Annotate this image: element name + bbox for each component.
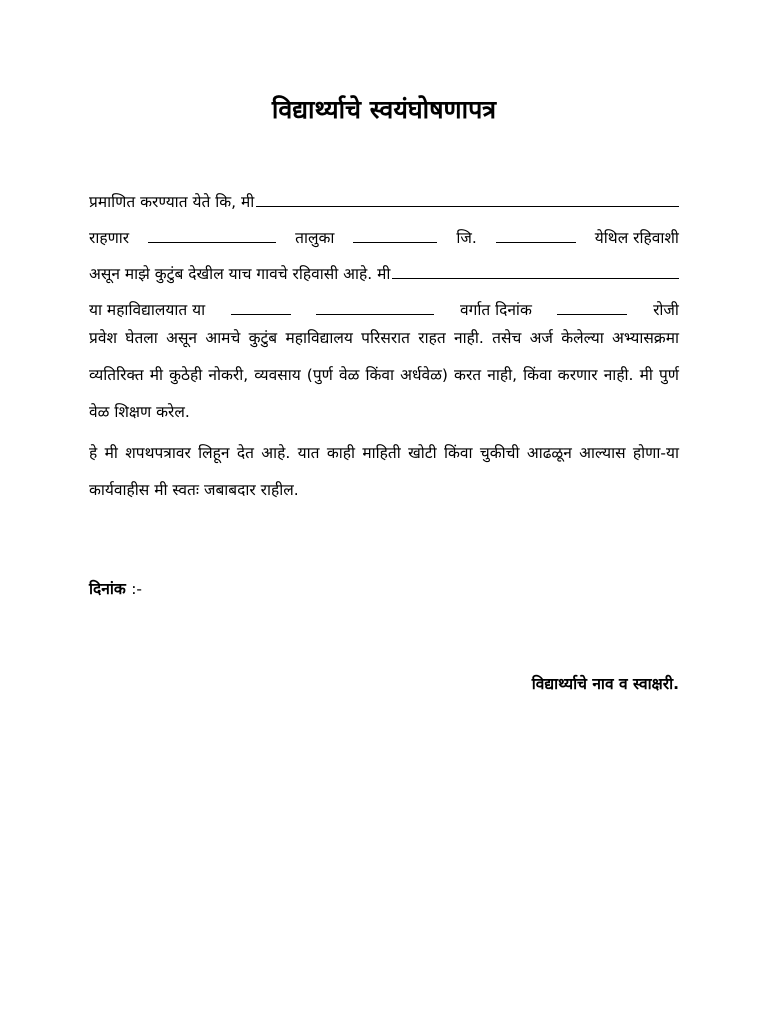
on-day-label: रोजी	[653, 301, 679, 319]
college-label: या महाविद्यालयात या	[89, 301, 206, 319]
declaration-paragraph-2: हे मी शपथपत्रावर लिहून देत आहे. यात काही माहिती खोटी किंवा चुकीची आढळून आल्यास होणा-या कार्यवाहीस मी स्वतः जबाबदार राहील.	[89, 444, 679, 499]
class-blank[interactable]	[316, 313, 434, 315]
resident-label: येथिल रहिवाशी	[594, 229, 679, 247]
admission-date-blank[interactable]	[557, 313, 627, 315]
student-name-blank[interactable]	[392, 277, 679, 279]
certify-text: प्रमाणित करण्यात येते कि, मी	[89, 193, 255, 211]
name-blank[interactable]	[256, 205, 679, 207]
document-title: विद्यार्थ्याचे स्वयंघोषणापत्र	[271, 95, 497, 124]
date-field	[89, 577, 142, 599]
signature-label: विद्यार्थ्याचे नाव व स्वाक्षरी.	[531, 675, 679, 693]
taluka-label: तालुका	[295, 229, 335, 247]
district-blank[interactable]	[496, 241, 576, 243]
declaration-body	[89, 176, 679, 509]
year-blank[interactable]	[231, 313, 291, 315]
family-text: असून माझे कुटुंब देखील याच गावचे रहिवासी आहे. मी	[89, 265, 391, 283]
district-label: जि.	[456, 229, 477, 247]
admission-line	[89, 284, 679, 320]
class-date-label: वर्गात दिनांक	[459, 301, 532, 319]
name-line	[89, 176, 679, 212]
village-blank[interactable]	[148, 241, 276, 243]
taluka-blank[interactable]	[353, 241, 437, 243]
residing-label: राहणार	[89, 229, 130, 247]
date-suffix: :-	[131, 580, 143, 598]
residence-line	[89, 212, 679, 248]
declaration-paragraph-1: प्रवेश घेतला असून आमचे कुटुंब महाविद्यालय परिसरात राहत नाही. तसेच अर्ज केलेल्या अभ्यासक्रमा व्यतिरिक्त मी कुठेही नोकरी, व्यवसाय (पुर्ण वेळ किंवा अर्धवेळ) करत नाही, किंवा करणार नाही. मी पुर्ण वेळ शिक्षण करेल.	[89, 329, 679, 421]
family-line	[89, 248, 679, 284]
date-label: दिनांक	[89, 580, 126, 598]
